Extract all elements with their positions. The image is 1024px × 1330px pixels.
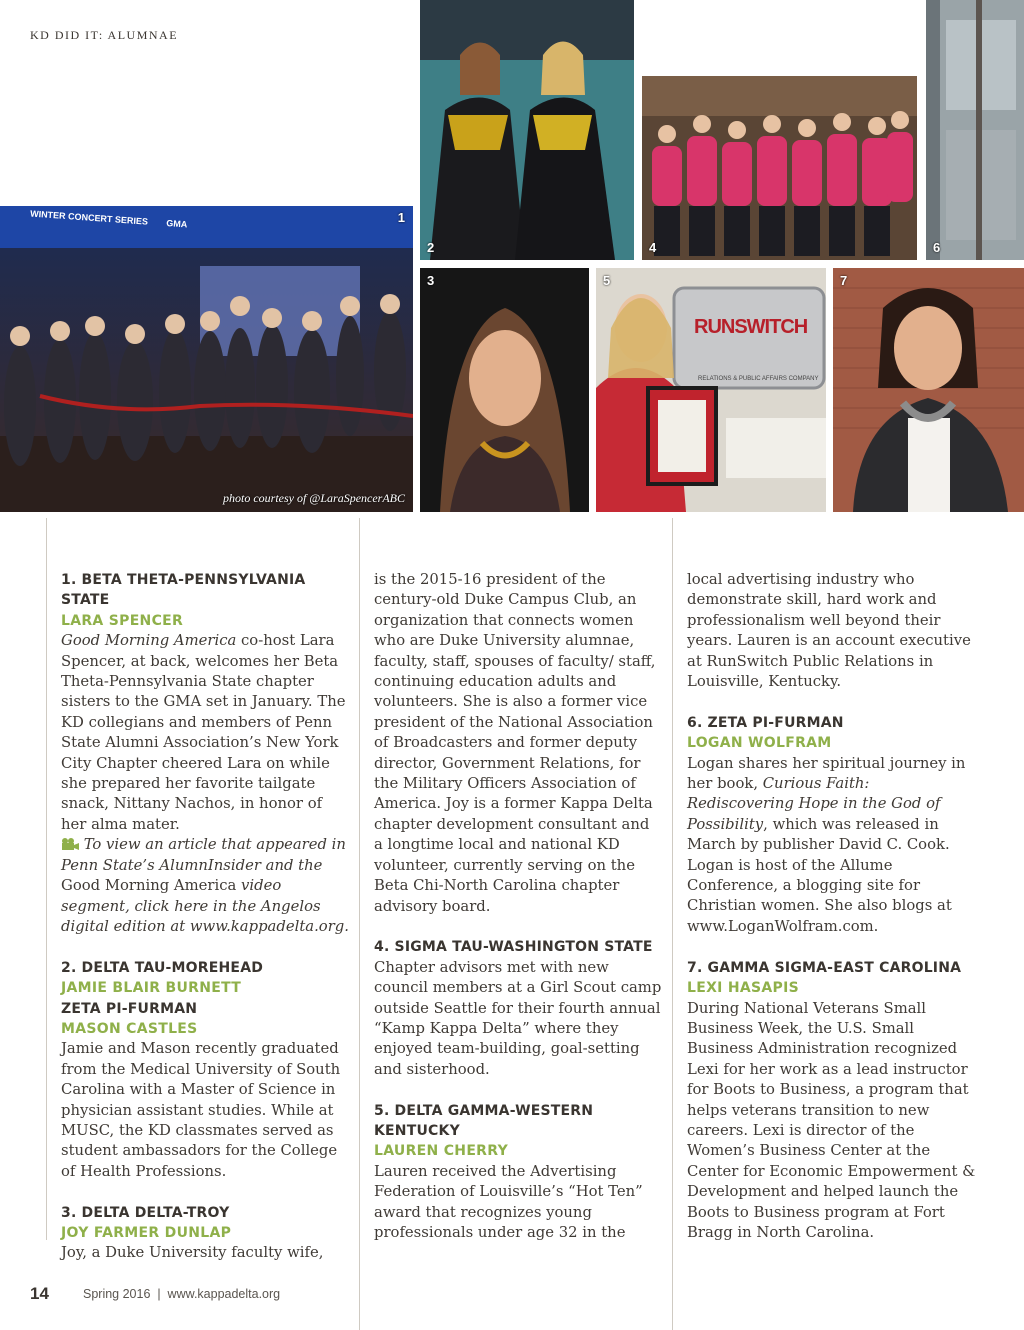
photo-gma-set [0, 206, 413, 512]
photo-portrait-illustration [420, 268, 589, 512]
photo-graduates-illustration [420, 0, 634, 260]
photo-credit: photo courtesy of @LaraSpencerABC [222, 491, 405, 505]
entry-3 [61, 1203, 349, 1264]
photo-window-illustration [926, 0, 1024, 260]
entry-5-continued [687, 570, 977, 692]
entry-7 [687, 958, 977, 1244]
entry-heading: 7. GAMMA SIGMA-EAST CAROLINA [687, 959, 962, 976]
entry-body: local advertising industry who demonstrate skill, hard work and professionalism well beyond their years. Lauren is an account executive at RunSwitch Public Relations in Louisville, Kentucky. [687, 571, 971, 691]
entry-6 [687, 713, 977, 937]
column-rule [672, 518, 673, 1330]
photo-number: 5 [603, 273, 611, 288]
entry-name: MASON CASTLES [61, 1020, 198, 1037]
photo-portrait-joy [420, 268, 589, 512]
entry-4 [374, 937, 662, 1080]
column-rule [46, 518, 47, 1240]
photo-runswitch-illustration [596, 268, 826, 512]
section-kicker: KD DID IT: ALUMNAE [30, 28, 179, 42]
entry-body: Jamie and Mason recently graduated from the Medical University of South Carolina with a Master of Science in physician assistant studies. While at MUSC, the KD classmates served as student ambassadors for the College of Health Professions. [61, 1040, 341, 1180]
entry-2 [61, 958, 349, 1182]
entry-body: is the 2015-16 president of the century-old Duke Campus Club, an organization that connects women who are Duke University alumnae, faculty, staff, spouses of faculty/ staff, continuing education adults and volunteers. She is also a former vice president of the National Association of Broadcasters and former deputy director, Government Relations, for the Military Officers Association of America. Joy is a former Kappa Delta chapter development consultant and a longtime local and national KD volunteer, currently serving on the Beta Chi-North Carolina chapter advisory board. [374, 571, 656, 915]
entry-heading: 6. ZETA PI-FURMAN [687, 714, 844, 731]
entry-3-continued [374, 570, 662, 917]
video-link[interactable]: To view an article that appeared in Penn State’s AlumnInsider and the Good Morning America video segment, click here in the Angelos digital edition at www.kappadelta.org. [61, 836, 349, 935]
entry-name: LEXI HASAPIS [687, 980, 799, 997]
footer-text: Spring 2016 | www.kappadelta.org [83, 1287, 281, 1301]
photo-number: 3 [427, 273, 435, 288]
entry-name: JAMIE BLAIR BURNETT [61, 980, 242, 997]
entry-name: LAUREN CHERRY [374, 1143, 509, 1160]
photo-group-pink [642, 76, 917, 260]
page-number: 14 [30, 1284, 49, 1303]
entry-heading: 1. BETA THETA-PENNSYLVANIA STATE [61, 572, 306, 609]
column-rule [359, 518, 360, 1330]
entry-body: Chapter advisors met with new council members at a Girl Scout camp outside Seattle for their fourth annual “Kamp Kappa Delta” where they enjoyed team-building, goal-setting and sisterhood. [374, 958, 662, 1078]
photo-group-illustration [642, 76, 917, 260]
entry-heading: 5. DELTA GAMMA-WESTERN KENTUCKY [374, 1102, 594, 1139]
entry-1 [61, 570, 349, 937]
entry-heading: ZETA PI-FURMAN [61, 1000, 198, 1017]
photo-graduates [420, 0, 634, 260]
entry-name: LARA SPENCER [61, 612, 184, 629]
photo-number: 2 [427, 240, 435, 255]
entry-heading: 2. DELTA TAU-MOREHEAD [61, 959, 264, 976]
entry-body: Logan shares her spiritual journey in her book, Curious Faith: Rediscovering Hope in the God of Possibility, which was released in March by publisher David C. Cook. Logan is host of the Allume Conference, a blogging site for Christian women. She also blogs at www.LoganWolfram.com. [687, 754, 966, 935]
photo-window [926, 0, 1024, 260]
entry-body: Good Morning America co-host Lara Spencer, at back, welcomes her Beta Theta-Pennsylvania State chapter sisters to the GMA set in January. The KD collegians and members of Penn State Alumni Association’s New York City Chapter cheered Lara on while she prepared her favorite tailgate snack, Nittany Nachos, in honor of her alma mater. [61, 632, 346, 833]
entry-body: Joy, a Duke University faculty wife, [61, 1244, 324, 1262]
photo-number: 7 [840, 273, 848, 288]
text-column-2 [374, 570, 662, 1243]
entry-heading: 3. DELTA DELTA-TROY [61, 1204, 230, 1221]
entry-body: During National Veterans Small Business Week, the U.S. Small Business Administration recognized Lexi for her work as a lead instructor for Boots to Business, a program that helps veterans transition to new careers. Lexi is director of the Women’s Business Center at the Center for Economic Empowerment & Development and helped launch the Boots to Business program at Fort Bragg in North Carolina. [687, 999, 976, 1241]
entry-heading: 4. SIGMA TAU-WASHINGTON STATE [374, 939, 653, 956]
video-camera-icon [61, 838, 79, 850]
runswitch-sign: RUNSWITCH [694, 316, 808, 338]
text-column-1 [61, 570, 349, 1264]
photo-gma-illustration [0, 206, 413, 512]
entry-5 [374, 1101, 662, 1244]
photo-number: 4 [649, 240, 657, 255]
photo-portrait-lexi [833, 268, 1024, 512]
entry-name: LOGAN WOLFRAM [687, 735, 832, 752]
photo-brick-illustration [833, 268, 1024, 512]
photo-runswitch-award [596, 268, 826, 512]
entry-body: Lauren received the Advertising Federation of Louisville’s “Hot Ten” award that recognizes young professionals under age 32 in the [374, 1162, 643, 1241]
runswitch-sign-sub: RELATIONS & PUBLIC AFFAIRS COMPANY [698, 376, 819, 382]
entry-name: JOY FARMER DUNLAP [61, 1224, 232, 1241]
text-column-3 [687, 570, 977, 1243]
photo-number: 6 [933, 240, 941, 255]
photo-number: 1 [397, 210, 405, 225]
gma-banner: WINTER CONCERT SERIES GMA [29, 208, 188, 230]
